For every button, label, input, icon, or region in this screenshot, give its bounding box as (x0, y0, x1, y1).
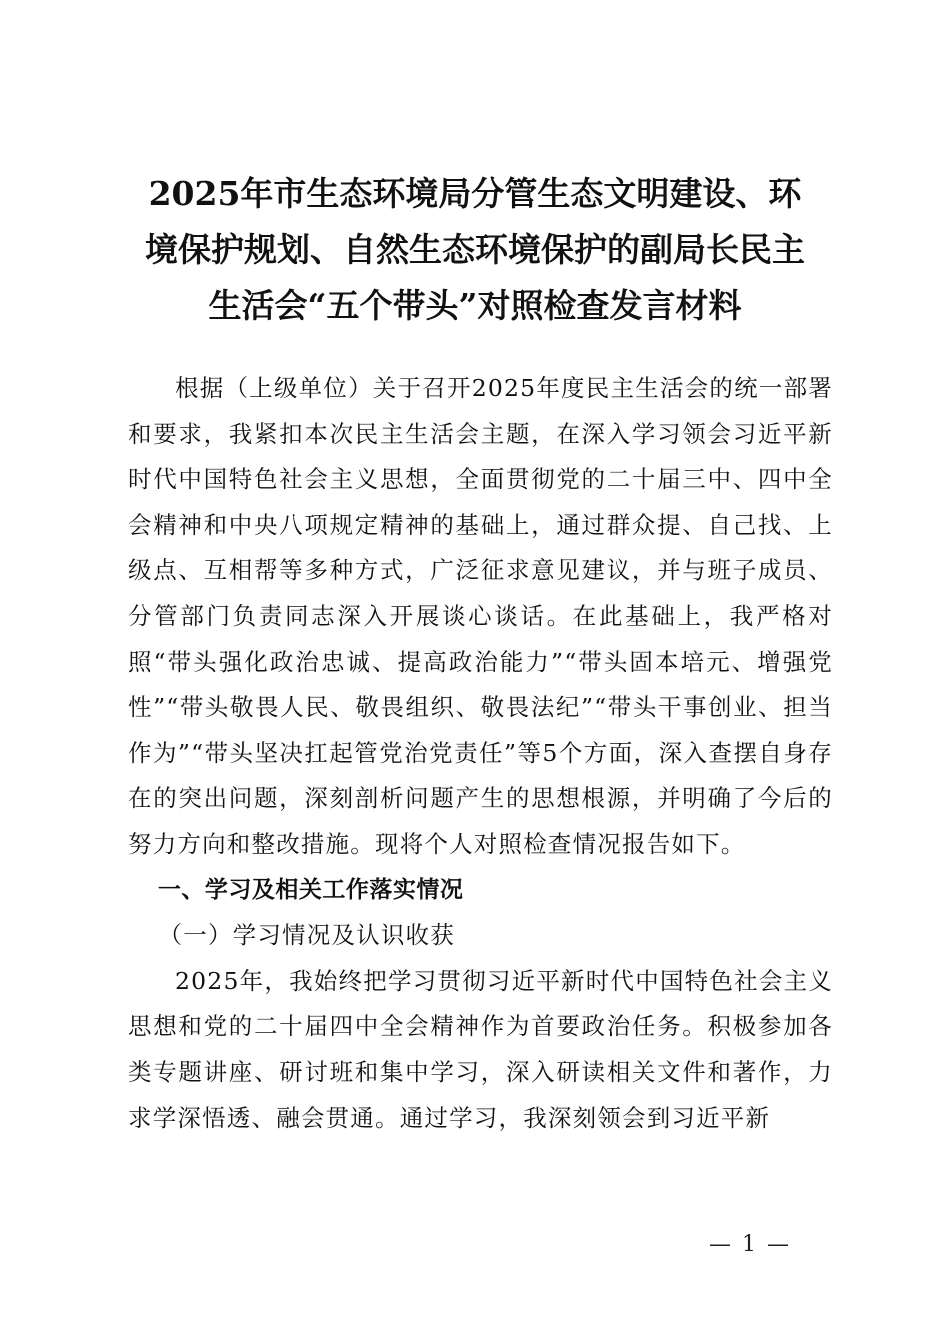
title-line-3: 生活会“五个带头”对照检查发言材料 (208, 286, 742, 325)
study-paragraph: 2025年，我始终把学习贯彻习近平新时代中国特色社会主义思想和党的二十届四中全会精神作为首要政治任务。积极参加各类专题讲座、研讨班和集中学习，深入研读相关文件和著作，力求学深悟透、融会贯通。通过学习，我深刻领会到习近平新 (128, 966, 833, 1132)
page-number: — 1 — (709, 1232, 791, 1257)
document-body (128, 366, 833, 1141)
title-line-1: 2025年市生态环境局分管生态文明建设、环 (148, 174, 802, 213)
subsection-heading-1: （一）学习情况及认识收获 (158, 921, 455, 950)
intro-paragraph: 根据（上级单位）关于召开2025年度民主生活会的统一部署和要求，我紧扣本次民主生活会主题，在深入学习领会习近平新时代中国特色社会主义思想，全面贯彻党的二十届三中、四中全会精神和中央八项规定精神的基础上，通过群众提、自己找、上级点、互相帮等多种方式，广泛征求意见建议，并与班子成员、分管部门负责同志深入开展谈心谈话。在此基础上，我严格对照“带头强化政治忠诚、提高政治能力”“带头固本培元、增强党性”“带头敬畏人民、敬畏组织、敬畏法纪”“带头干事创业、担当作为”“带头坚决扛起管党治党责任”等5个方面，深入查摆自身存在的突出问题，深刻剖析问题产生的思想根源，并明确了今后的努力方向和整改措施。现将个人对照检查情况报告如下。 (128, 374, 833, 858)
title-line-2: 境保护规划、自然生态环境保护的副局长民主 (145, 230, 805, 269)
section-heading-1: 一、学习及相关工作落实情况 (157, 876, 464, 903)
document-title (110, 166, 840, 334)
